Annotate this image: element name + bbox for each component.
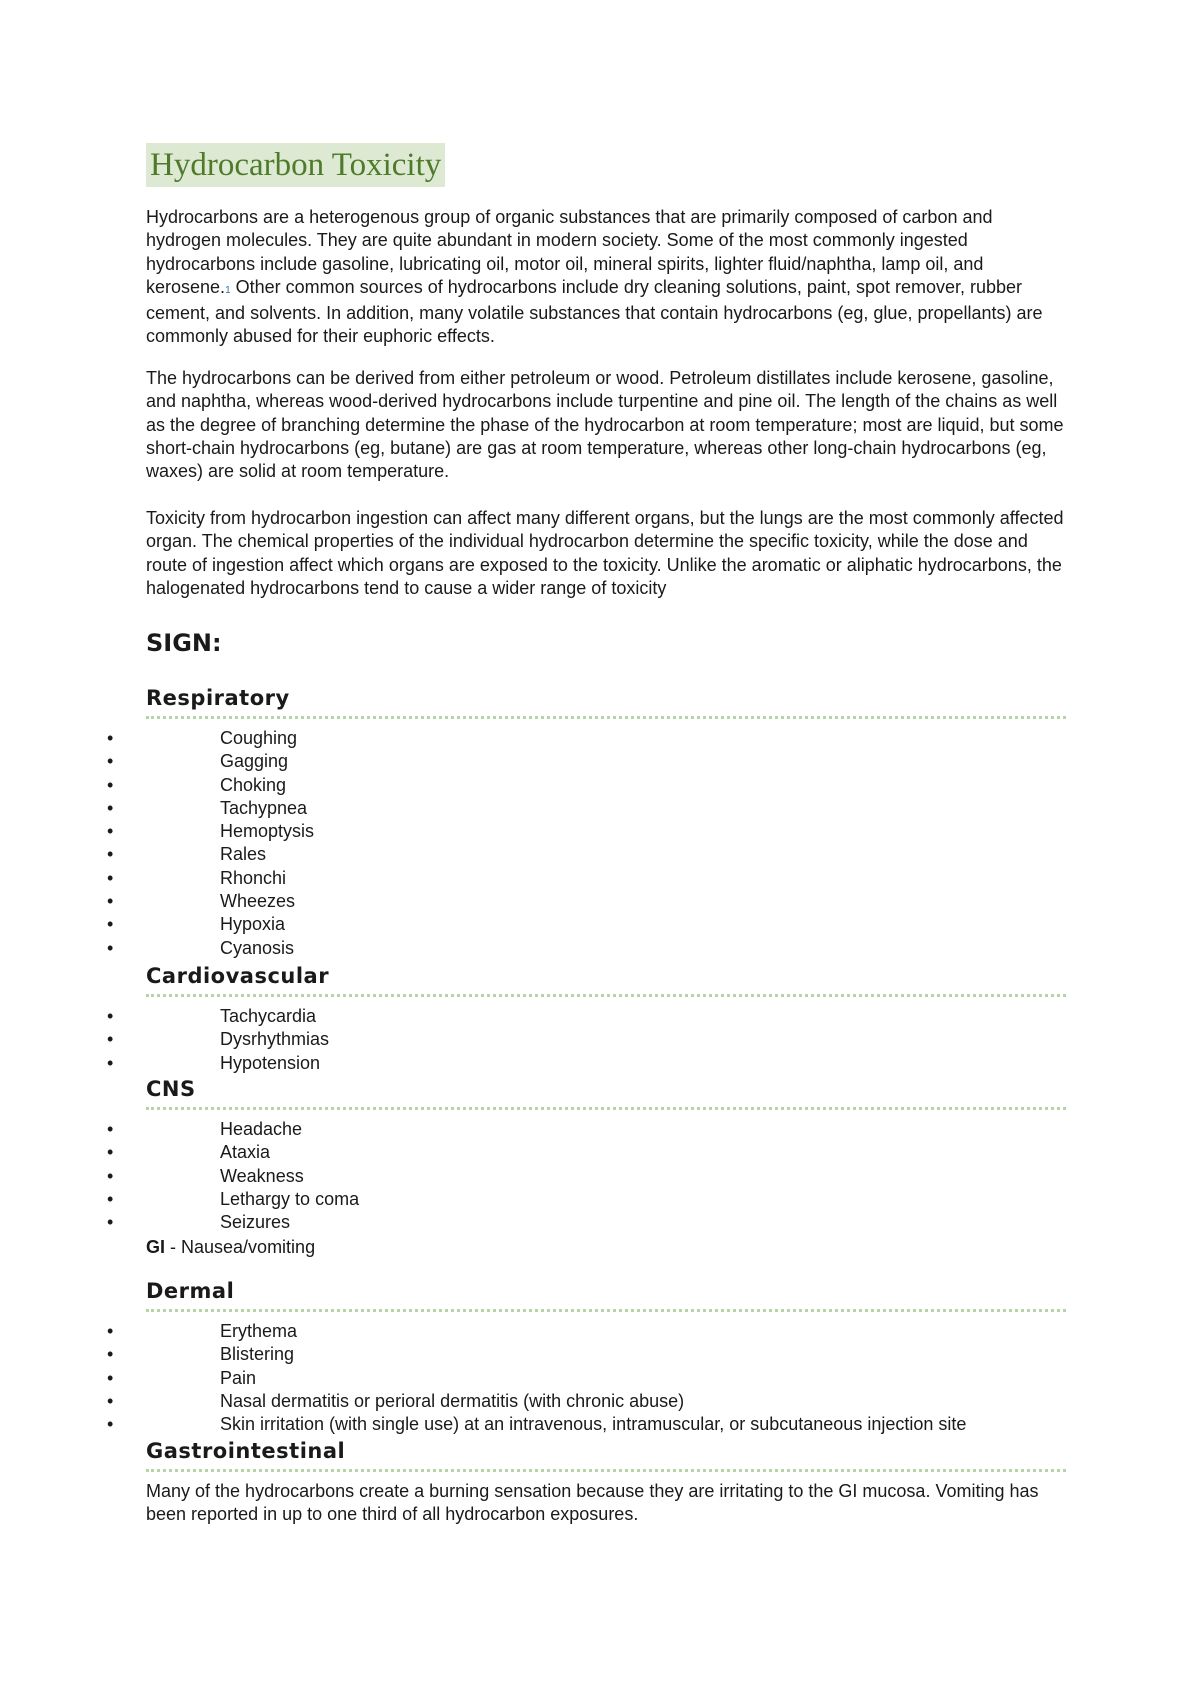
bullet-icon: • <box>107 1344 114 1365</box>
list-item-text: Erythema <box>220 1321 298 1341</box>
intro-paragraph <box>146 206 1066 349</box>
bullet-icon: • <box>107 1367 114 1388</box>
list-item-text: Tachycardia <box>220 1006 317 1026</box>
list-item <box>0 820 1100 843</box>
list-item-text: Weakness <box>220 1165 304 1186</box>
document-title: Hydrocarbon Toxicity <box>146 143 445 187</box>
paragraph-sources: The hydrocarbons can be derived from either petroleum or wood. Petroleum distillates include kerosene, gasoline, and naphtha, whereas wood-derived hydrocarbons include turpentine and pine oil. The length of the chains as well as the degree of branching determine the phase of the hydrocarbon at room temperature; most are liquid, but some short-chain hydrocarbons (eg, butane) are gas at room temperature, whereas other long-chain hydrocarbons (eg, waxes) are solid at room temperature. <box>146 368 1064 482</box>
bullet-icon: • <box>107 797 114 818</box>
list-item-text: Lethargy to coma <box>220 1188 360 1209</box>
bullet-icon: • <box>107 821 114 842</box>
list-item-text: Hypoxia <box>220 914 286 935</box>
bullet-icon: • <box>107 1029 114 1050</box>
list-item-text: Choking <box>220 774 287 795</box>
bullet-icon: • <box>107 1119 114 1139</box>
list-item <box>0 1320 1100 1343</box>
bullet-icon: • <box>107 1142 114 1163</box>
list-item <box>0 937 1100 960</box>
gi-label: GI <box>146 1237 166 1257</box>
paragraph-toxicity: Toxicity from hydrocarbon ingestion can affect many different organs, but the lungs are the most commonly affected organ. The chemical properties of the individual hydrocarbon determine the specific toxicity, while the dose and route of ingestion affect which organs are exposed to the toxicity. Unlike the aromatic or aliphatic hydrocarbons, the halogenated hydrocarbons tend to cause a wider range of toxicity <box>146 508 1064 598</box>
list-item-text: Seizures <box>220 1212 291 1233</box>
list-item <box>0 843 1100 866</box>
cardiovascular-sign-list <box>0 1005 1100 1075</box>
section-divider <box>146 1309 1066 1312</box>
section-heading-dermal: Dermal <box>146 1279 235 1303</box>
citation-link[interactable]: 1 <box>225 284 231 296</box>
bullet-icon: • <box>107 1414 114 1435</box>
section-heading-respiratory: Respiratory <box>146 686 290 710</box>
list-item-text: Rhonchi <box>220 867 287 888</box>
section-heading-cardiovascular: Cardiovascular <box>146 964 330 988</box>
list-item-text: Skin irritation (with single use) at an intravenous, intramuscular, or subcutaneous injection site <box>220 1414 967 1435</box>
section-heading-cns: CNS <box>146 1077 196 1101</box>
section-divider <box>146 994 1066 997</box>
sign-heading: SIGN: <box>146 629 222 657</box>
bullet-icon: • <box>107 1006 114 1026</box>
gi-text: - Nausea/vomiting <box>165 1237 316 1257</box>
list-item <box>0 1052 1100 1075</box>
section-divider <box>146 1469 1066 1472</box>
list-item <box>0 1367 1100 1390</box>
list-item <box>0 1390 1100 1413</box>
list-item-text: Rales <box>220 844 267 865</box>
list-item-text: Cyanosis <box>220 937 295 958</box>
list-item-text: Tachypnea <box>220 797 308 818</box>
gi-summary-line <box>146 1236 315 1259</box>
list-item <box>0 1343 1100 1366</box>
list-item <box>0 1028 1100 1051</box>
list-item <box>0 1005 1100 1028</box>
bullet-icon: • <box>107 1390 114 1411</box>
list-item-text: Gagging <box>220 751 289 772</box>
bullet-icon: • <box>107 844 114 865</box>
list-item-text: Dysrhythmias <box>220 1029 330 1050</box>
list-item <box>0 1141 1100 1164</box>
gastrointestinal-paragraph: Many of the hydrocarbons create a burning sensation because they are irritating to the GI mucosa. Vomiting has been reported in up to one third of all hydrocarbon exposures. <box>146 1481 1039 1525</box>
bullet-icon: • <box>107 891 114 912</box>
list-item-text: Coughing <box>220 728 298 748</box>
list-item-text: Ataxia <box>220 1142 271 1163</box>
list-item <box>0 1165 1100 1188</box>
intro-text-part2: Other common sources of hydrocarbons include dry cleaning solutions, paint, spot remover, rubber cement, and solvents. In addition, many volatile substances that contain hydrocarbons (eg, glue, propellants) are commonly abused for their euphoric effects. <box>146 276 1043 347</box>
list-item <box>0 913 1100 936</box>
list-item <box>0 774 1100 797</box>
section-divider <box>146 716 1066 719</box>
list-item <box>0 890 1100 913</box>
list-item <box>0 1413 1100 1436</box>
bullet-icon: • <box>107 1052 114 1073</box>
list-item-text: Wheezes <box>220 891 296 912</box>
bullet-icon: • <box>107 728 114 748</box>
bullet-icon: • <box>107 774 114 795</box>
bullet-icon: • <box>107 937 114 958</box>
section-heading-gastrointestinal: Gastrointestinal <box>146 1439 346 1463</box>
list-item <box>0 1211 1100 1234</box>
bullet-icon: • <box>107 751 114 772</box>
list-item <box>0 750 1100 773</box>
list-item <box>0 727 1100 750</box>
intro-text-part1: Hydrocarbons are a heterogenous group of organic substances that are primarily composed of carbon and hydrogen molecules. They are quite abundant in modern society. Some of the most commonly ingested hydrocarbons include gasoline, lubricating oil, motor oil, mineral spirits, lighter fluid/naphtha, lamp oil, and kerosene. <box>146 207 993 297</box>
list-item-text: Headache <box>220 1119 303 1139</box>
list-item <box>0 1188 1100 1211</box>
list-item-text: Blistering <box>220 1344 295 1365</box>
section-divider <box>146 1107 1066 1110</box>
list-item-text: Nasal dermatitis or perioral dermatitis (with chronic abuse) <box>220 1390 685 1411</box>
list-item-text: Pain <box>220 1367 257 1388</box>
cns-sign-list <box>0 1118 1100 1234</box>
list-item-text: Hypotension <box>220 1052 321 1073</box>
bullet-icon: • <box>107 914 114 935</box>
list-item-text: Hemoptysis <box>220 821 315 842</box>
bullet-icon: • <box>107 1321 114 1341</box>
bullet-icon: • <box>107 1165 114 1186</box>
bullet-icon: • <box>107 867 114 888</box>
list-item <box>0 797 1100 820</box>
list-item <box>0 1118 1100 1141</box>
dermal-sign-list <box>0 1320 1100 1436</box>
bullet-icon: • <box>107 1188 114 1209</box>
bullet-icon: • <box>107 1212 114 1233</box>
respiratory-sign-list <box>0 727 1100 960</box>
list-item <box>0 867 1100 890</box>
